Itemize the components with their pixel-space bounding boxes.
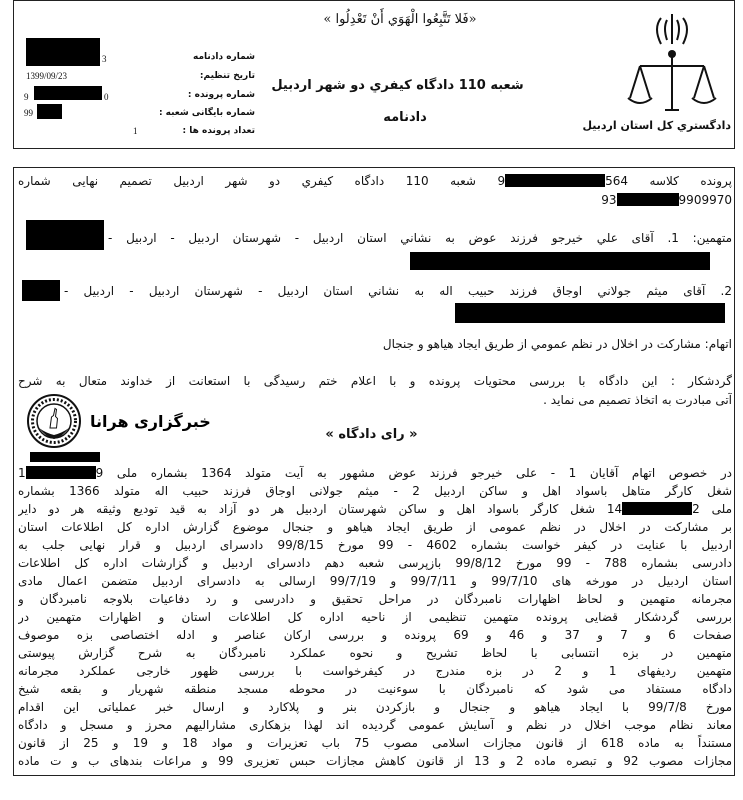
verdict-text: 1 <box>18 466 26 480</box>
redaction <box>26 466 96 479</box>
verdict-line: استان اردبیل در مورخه های 99/7/10 و 99/7/11 و 99/7/19 ارسالی به دادسرای اردبیل متضمن اعمال مادی <box>18 574 732 588</box>
procedure-line: آتی مبادرت به اتخاذ تصمیم می نماید . <box>543 393 732 407</box>
procedure-line: گردشکار : این دادگاه با بررسی محتویات پرونده و با اعلام ختم رسیدگی با استعانت از خداوند متعال به شرح <box>18 374 732 388</box>
accused-2: 2. آقای میثم جولاني اوجاق فرزند حبیب اله به نشاني استان اردبیل - شهرستان اردبیل - اردبیل - <box>64 284 732 298</box>
redaction <box>410 252 710 270</box>
verdict-line: دادگاه مستفاد می شود که نامبردگان با سوءنیت در محوطه مسجد منطقه شهریار و بقعه شیخ <box>18 682 732 696</box>
accused-1: متهمین: 1. آقای علي خیرجو فرزند عوض به نشاني استان اردبیل - شهرستان اردبیل - اردبیل - <box>108 231 732 245</box>
case-number-label: شماره پرونده : <box>187 90 255 100</box>
verdict-line: مجازات مصوب 92 و تبصره ماده 2 و 13 از قانون کاهش مجازات حبس تعزیری 99 و مراعات بندهای ب و ت ماده <box>18 754 732 768</box>
org-name: دادگستري كل استان اردبيل <box>582 119 731 132</box>
verdict-line <box>18 464 732 482</box>
redaction <box>30 452 100 462</box>
redaction <box>622 502 692 515</box>
archive-number-value: 99 <box>24 108 33 118</box>
redaction <box>37 104 62 119</box>
charge-text: اتهام: مشارکت در اخلال در نظم عمومي از طریق ایجاد هیاهو و جنجال <box>382 337 732 351</box>
final-decision-number <box>18 191 732 209</box>
case-count-label: تعداد پرونده ها : <box>182 126 255 136</box>
archive-number-label: شماره بایگانی شعبه : <box>158 108 255 118</box>
case-branch-text: 9 شعبه 110 دادگاه کیفري دو شهر اردبیل تصمیم نهایی شماره <box>18 174 506 188</box>
decision-number-end: 93 <box>601 193 617 207</box>
redaction <box>34 86 102 100</box>
verdict-title: « رای دادگاه » <box>325 427 418 442</box>
verdict-line: متهمین ردیفهای 1 و 2 در بزه مندرج در کیفرخواست با بررسی ظهور خارجی عملکرد مجرمانه <box>18 664 732 678</box>
hrana-logo-watermark <box>26 393 82 449</box>
verdict-number-value: 3 <box>102 54 107 64</box>
verdict-text: 14 شغل کارگر باسواد اهل و ساکن شهرستان اردبیل هر دو آزاد به قید تودیع وثیقه هر دو دایر <box>18 502 623 516</box>
redaction <box>26 220 104 250</box>
verdict-line: بررسی گردشکار قضایی پرونده متهمین تنظیمی از ناحیه اداره کل اطلاعات استان و اظهارات متهمین در <box>18 610 732 624</box>
verdict-number-label: شماره دادنامه <box>192 52 255 62</box>
verdict-line: شغل کارگر متاهل باسواد اهل و ساکن اردبیل 2 - میثم جولانی اوجاق فرزند حبیب اله متولد 1366 بشماره <box>18 484 732 498</box>
document-type: دادنامه <box>383 110 427 125</box>
verdict-line: دادرسی بشماره 788 - 99 مورخ 99/8/12 بازپرسی شعبه دهم دادسرای اردبیل و گزارشات اداره کل اطلاعات <box>18 556 732 570</box>
verdict-line: مجرمانه متهمین و لحاظ اظهارات نامبردگان در مراحل تحقیق و دادرسی و رد دفاعیات بلاوجه نامبردگان و <box>18 592 732 606</box>
verdict-line <box>18 500 732 518</box>
court-branch-title: شعبه 110 دادگاه کیفري دو شهر اردبیل <box>271 78 524 93</box>
case-number-end: 0 <box>104 92 109 102</box>
redaction <box>455 303 725 323</box>
case-count-value: 1 <box>133 126 138 136</box>
verdict-line: متهمین در بزه انتسابی با لحاظ تشریح و نحوه عملکرد نامبردگان به شرح گزارش پیوستی <box>18 646 732 660</box>
verdict-line: بر مشارکت در اخلال در نظم عمومی از طریق ایجاد هیاهو و جنجال موضوع گزارش اداره کل اطلاعات استان <box>18 520 732 534</box>
verdict-line: مستنداً به ماده 618 از قانون مجازات اسلامی مصوب 75 باب تعزیرات و مواد 18 و 19 و 25 از قانون <box>18 736 732 750</box>
redaction <box>26 38 100 66</box>
issue-date-value: 1399/09/23 <box>26 71 68 81</box>
verdict-line: صفحات 6 و 7 و 37 و 46 و 69 پرونده و بررسی ارکان عناصر و ادله اختصاصی بزه موصوف <box>18 628 732 642</box>
verdict-line: اردبیل با عنایت در کیفر خواست بشماره 4602 - 99 مورخ 99/8/15 دادسرای اردبیل و قرار نهایی جلب به <box>18 538 732 552</box>
redaction <box>22 280 60 301</box>
verdict-text: در خصوص اتهام آقایان 1 - علی خیرجو فرزند عوض مشهور به آیت متولد 1364 بشماره ملی 9 <box>95 466 732 480</box>
decision-number-start: 9909970 <box>678 193 732 207</box>
redaction <box>505 174 605 187</box>
case-number-start: 9 <box>24 92 29 102</box>
case-class-text: پرونده کلاسه 564 <box>605 174 732 188</box>
redaction <box>617 193 679 206</box>
verdict-line: مورخ 99/7/8 با ایجاد هیاهو و جنجال و بازکردن بنر و پلاکارد و ارسال خبر عملیاتی این اقدام <box>18 700 732 714</box>
judiciary-emblem-icon <box>625 6 720 116</box>
hrana-agency-name: خبرگزاری هرانا <box>90 412 211 431</box>
verdict-line: معاند نظام موجب اخلال در نظم و آسایش عمومی گردیده اند لهذا بزهکاری مشارالیهم محرز و مسجل و دادگاه <box>18 718 732 732</box>
verdict-text: ملی 2 <box>692 502 732 516</box>
quran-verse: «فَلا تَتَّبِعُوا الْهَوَي أَنْ تَعْدِلُوا » <box>323 12 477 27</box>
issue-date-label: تاریخ تنظیم: <box>199 71 255 81</box>
case-reference-line <box>18 172 732 190</box>
